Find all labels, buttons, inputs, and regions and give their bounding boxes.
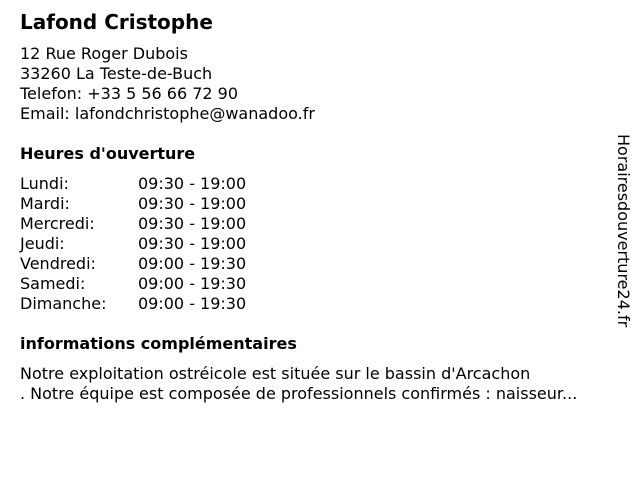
hours-row-thursday xyxy=(20,234,246,254)
time-range: 09:00 - 19:30 xyxy=(138,254,247,273)
email-address: Email: lafondchristophe@wanadoo.fr xyxy=(20,104,315,123)
time-range: 09:30 - 19:00 xyxy=(138,194,247,213)
day-label: Jeudi: xyxy=(20,234,65,253)
site-watermark: Horairesdouverture24.fr xyxy=(614,134,633,328)
day-label: Vendredi: xyxy=(20,254,96,273)
day-label: Lundi: xyxy=(20,174,69,193)
day-label: Samedi: xyxy=(20,274,86,293)
time-range: 09:00 - 19:30 xyxy=(138,294,247,313)
description-line: . Notre équipe est composée de professionnels confirmés : naisseur... xyxy=(20,384,578,403)
description-line: Notre exploitation ostréicole est située sur le bassin d'Arcachon xyxy=(20,364,531,383)
time-range: 09:00 - 19:30 xyxy=(138,274,247,293)
contact-details xyxy=(20,44,315,124)
city-postcode: 33260 La Teste-de-Buch xyxy=(20,64,213,83)
day-label: Mardi: xyxy=(20,194,70,213)
time-range: 09:30 - 19:00 xyxy=(138,234,247,253)
time-range: 09:30 - 19:00 xyxy=(138,174,247,193)
opening-hours-heading: Heures d'ouverture xyxy=(20,144,196,163)
time-range: 09:30 - 19:00 xyxy=(138,214,247,233)
additional-info-heading: informations complémentaires xyxy=(20,334,297,353)
business-description xyxy=(20,364,632,404)
day-label: Mercredi: xyxy=(20,214,95,233)
hours-row-friday xyxy=(20,254,246,274)
hours-row-saturday xyxy=(20,274,246,294)
hours-row-wednesday xyxy=(20,214,246,234)
business-name: Lafond Cristophe xyxy=(20,10,213,34)
hours-row-monday xyxy=(20,174,246,194)
opening-hours-table xyxy=(20,174,246,314)
hours-row-tuesday xyxy=(20,194,246,214)
phone-number: Telefon: +33 5 56 66 72 90 xyxy=(20,84,239,103)
day-label: Dimanche: xyxy=(20,294,107,313)
hours-row-sunday xyxy=(20,294,246,314)
street-address: 12 Rue Roger Dubois xyxy=(20,44,188,63)
